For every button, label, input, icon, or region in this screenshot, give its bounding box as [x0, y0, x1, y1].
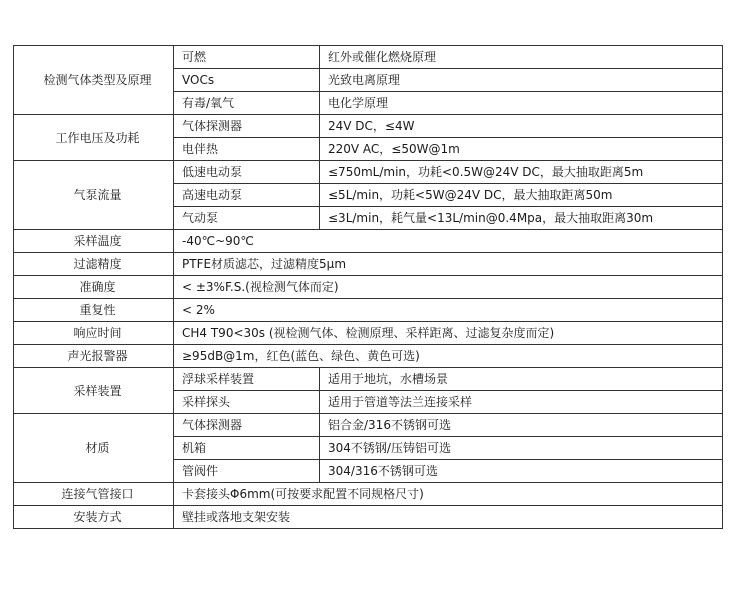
row-label-detection: 检测气体类型及原理: [14, 46, 174, 115]
value-cell: 壁挂或落地支架安装: [174, 506, 723, 529]
table-row: [14, 115, 723, 138]
value-cell: 卡套接头Φ6mm(可按要求配置不同规格尺寸): [174, 483, 723, 506]
value-cell: 铝合金/316不锈钢可选: [320, 414, 723, 437]
table-row: [14, 322, 723, 345]
table-row: [14, 46, 723, 69]
item-cell: 高速电动泵: [174, 184, 320, 207]
value-cell: -40℃~90℃: [174, 230, 723, 253]
item-cell: 低速电动泵: [174, 161, 320, 184]
value-cell: 电化学原理: [320, 92, 723, 115]
row-label-connector: 连接气管接口: [14, 483, 174, 506]
value-cell: 304/316不锈钢可选: [320, 460, 723, 483]
row-label-material: 材质: [14, 414, 174, 483]
row-label-power: 工作电压及功耗: [14, 115, 174, 161]
item-cell: 可燃: [174, 46, 320, 69]
item-cell: 管阀件: [174, 460, 320, 483]
value-cell: 适用于地坑，水槽场景: [320, 368, 723, 391]
table-row: [14, 345, 723, 368]
value-cell: 适用于管道等法兰连接采样: [320, 391, 723, 414]
item-cell: 气体探测器: [174, 115, 320, 138]
item-cell: 机箱: [174, 437, 320, 460]
table-row: [14, 506, 723, 529]
item-cell: 采样探头: [174, 391, 320, 414]
item-cell: 气动泵: [174, 207, 320, 230]
value-cell: ≤3L/min，耗气量<13L/min@0.4Mpa，最大抽取距离30m: [320, 207, 723, 230]
value-cell: 24V DC，≤4W: [320, 115, 723, 138]
value-cell: ≤750mL/min，功耗<0.5W@24V DC，最大抽取距离5m: [320, 161, 723, 184]
value-cell: 220V AC，≤50W@1m: [320, 138, 723, 161]
value-cell: 红外或催化燃烧原理: [320, 46, 723, 69]
table-row: [14, 414, 723, 437]
row-label-accuracy: 准确度: [14, 276, 174, 299]
table-row: [14, 368, 723, 391]
item-cell: 电伴热: [174, 138, 320, 161]
value-cell: 光致电离原理: [320, 69, 723, 92]
spec-table: [13, 45, 723, 529]
value-cell: CH4 T90<30s (视检测气体、检测原理、采样距离、过滤复杂度而定): [174, 322, 723, 345]
item-cell: 气体探测器: [174, 414, 320, 437]
table-row: [14, 230, 723, 253]
value-cell: < ±3%F.S.(视检测气体而定): [174, 276, 723, 299]
table-row: [14, 299, 723, 322]
value-cell: 304不锈钢/压铸铝可选: [320, 437, 723, 460]
value-cell: ≥95dB@1m，红色(蓝色、绿色、黄色可选): [174, 345, 723, 368]
value-cell: ≤5L/min，功耗<5W@24V DC，最大抽取距离50m: [320, 184, 723, 207]
table-row: [14, 253, 723, 276]
row-label-sampling-device: 采样装置: [14, 368, 174, 414]
value-cell: PTFE材质滤芯，过滤精度5μm: [174, 253, 723, 276]
table-row: [14, 161, 723, 184]
item-cell: 有毒/氧气: [174, 92, 320, 115]
item-cell: 浮球采样装置: [174, 368, 320, 391]
table-row: [14, 276, 723, 299]
row-label-install: 安装方式: [14, 506, 174, 529]
row-label-sampling-temp: 采样温度: [14, 230, 174, 253]
table-row: [14, 483, 723, 506]
item-cell: VOCs: [174, 69, 320, 92]
row-label-pump: 气泵流量: [14, 161, 174, 230]
row-label-filter: 过滤精度: [14, 253, 174, 276]
row-label-alarm: 声光报警器: [14, 345, 174, 368]
row-label-response: 响应时间: [14, 322, 174, 345]
value-cell: < 2%: [174, 299, 723, 322]
row-label-repeatability: 重复性: [14, 299, 174, 322]
